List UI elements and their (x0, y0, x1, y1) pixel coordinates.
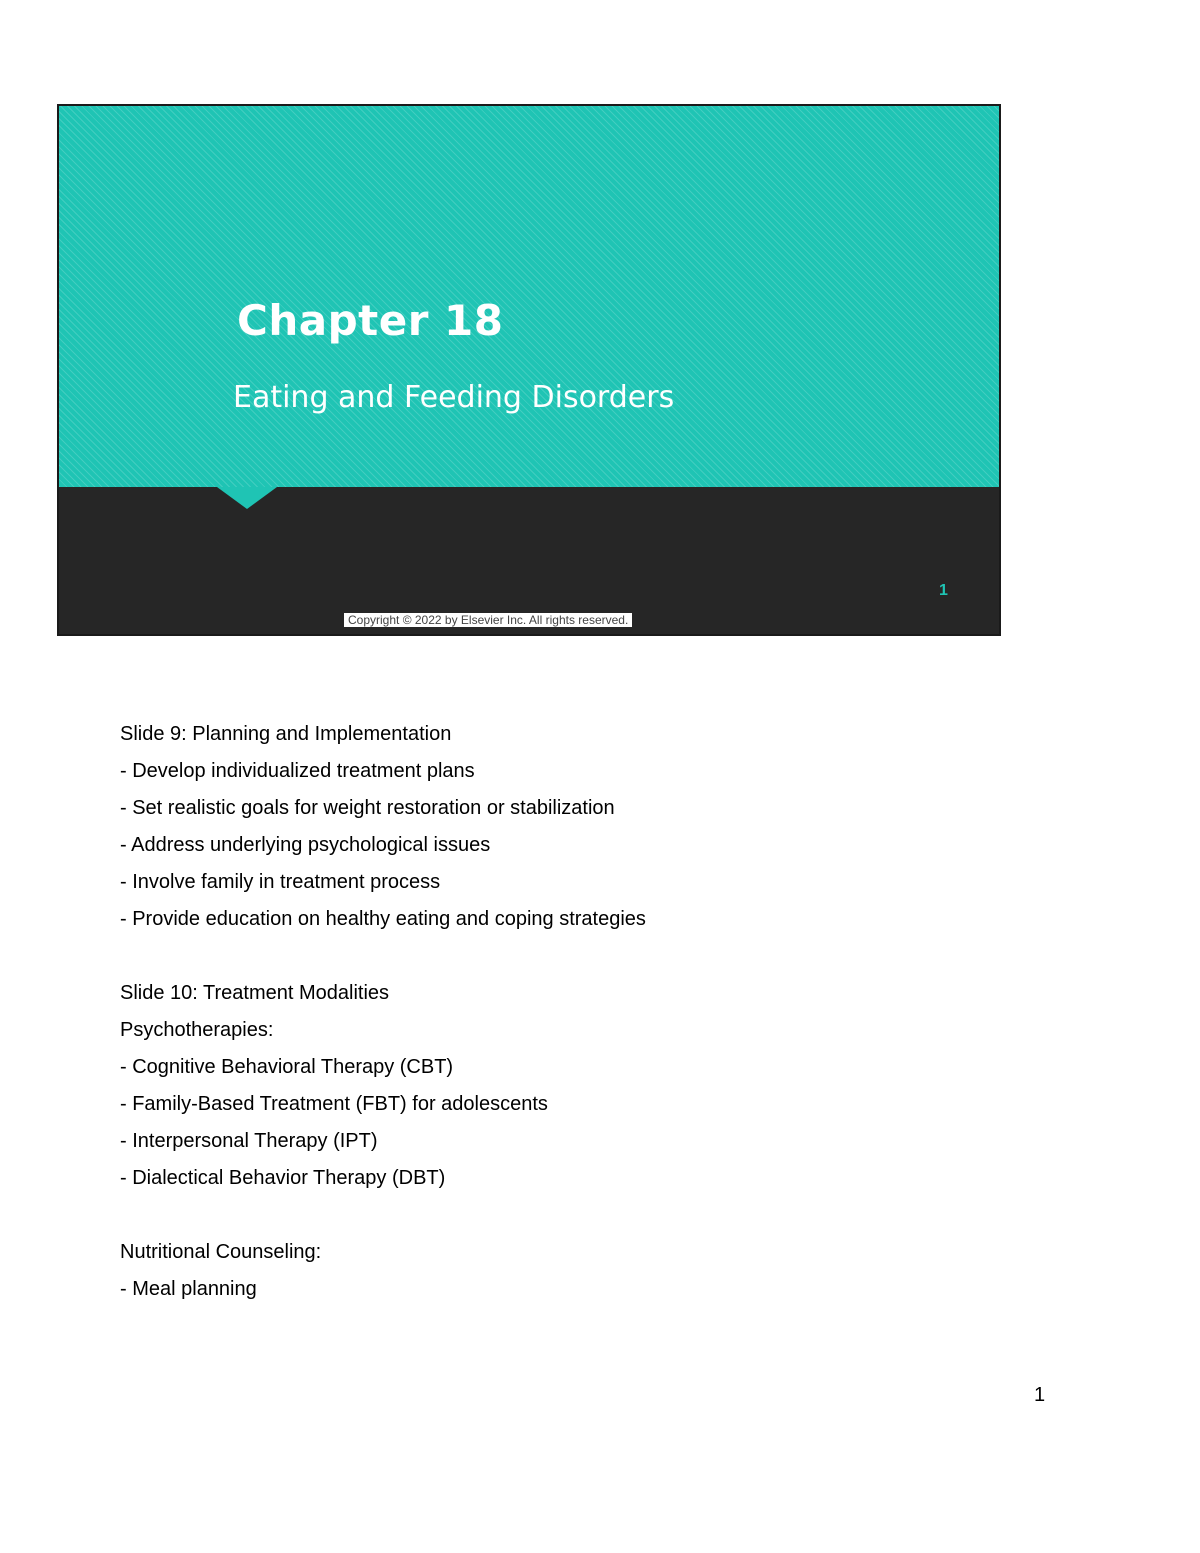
section-heading: Slide 10: Treatment Modalities (120, 982, 390, 1004)
slide-notes (120, 716, 1020, 1308)
slide-notch-decoration (217, 487, 277, 509)
list-item: - Develop individualized treatment plans (120, 760, 475, 782)
list-item: - Family-Based Treatment (FBT) for adolescents (120, 1093, 548, 1115)
section-subheading: Psychotherapies: (120, 1019, 274, 1041)
slide-title: Chapter 18 (237, 296, 504, 345)
slide-thumbnail (57, 104, 1001, 636)
slide-subtitle: Eating and Feeding Disorders (233, 380, 675, 415)
list-item: - Set realistic goals for weight restoration or stabilization (120, 797, 615, 819)
list-item: - Cognitive Behavioral Therapy (CBT) (120, 1056, 454, 1078)
slide-copyright: Copyright © 2022 by Elsevier Inc. All rights reserved. (344, 613, 632, 627)
list-item: - Address underlying psychological issues (120, 834, 491, 856)
section-heading: Slide 9: Planning and Implementation (120, 723, 452, 745)
slide-number: 1 (939, 582, 948, 599)
list-item: - Interpersonal Therapy (IPT) (120, 1130, 378, 1152)
list-item: - Involve family in treatment process (120, 871, 441, 893)
spacer (120, 938, 1020, 975)
list-item: - Meal planning (120, 1278, 257, 1300)
list-item: - Provide education on healthy eating and coping strategies (120, 908, 646, 930)
spacer (120, 1197, 1020, 1234)
section-subheading: Nutritional Counseling: (120, 1241, 322, 1263)
page-number: 1 (1034, 1384, 1046, 1406)
list-item: - Dialectical Behavior Therapy (DBT) (120, 1167, 446, 1189)
slide-title-panel (59, 106, 999, 487)
